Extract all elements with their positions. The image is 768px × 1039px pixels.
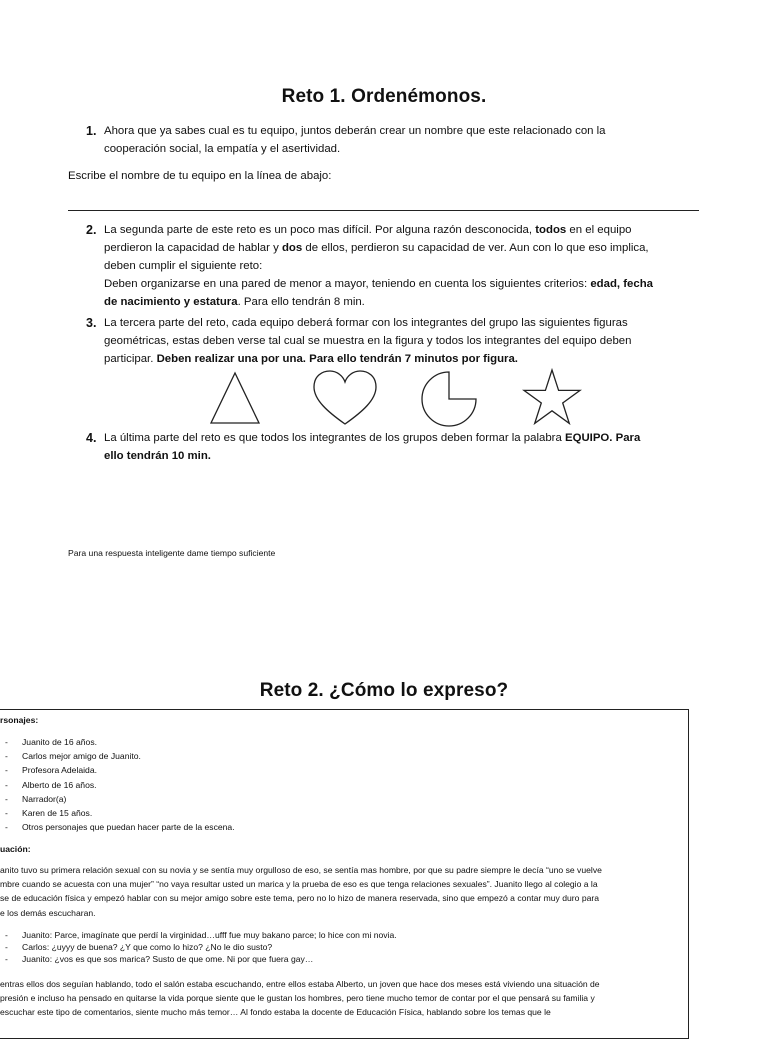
dash: -	[5, 779, 8, 790]
dash: -	[5, 822, 8, 833]
item-2	[86, 221, 706, 311]
final-line: entras ellos dos seguían hablando, todo el salón estaba escuchando, entre ellos estaba Alberto, un joven que hace dos meses está viviendo una situación de	[0, 979, 600, 989]
item-2-line-1	[104, 221, 706, 239]
character-item	[0, 820, 500, 834]
personajes-label-text: rsonajes:	[0, 715, 39, 725]
character-text: Alberto de 16 años.	[22, 779, 97, 790]
item-4-number: 4.	[86, 431, 97, 445]
situacion-label	[0, 842, 31, 856]
reto1-title: Reto 1. Ordenémonos.	[281, 86, 487, 107]
team-name-line[interactable]	[68, 210, 699, 211]
character-list	[0, 735, 500, 834]
character-item	[0, 763, 500, 777]
item-4-bold: ello tendrán 10 min.	[104, 450, 211, 462]
team-name-instruction: Escribe el nombre de tu equipo en la línea de abajo:	[68, 170, 332, 182]
item-3-text: participar.	[104, 353, 157, 365]
reto2-title: Reto 2. ¿Cómo lo expreso?	[259, 680, 509, 701]
item-2-line-2	[104, 239, 706, 257]
item-3-line-3	[104, 350, 706, 368]
situacion-line: anito tuvo su primera relación sexual con su novia y se sentía muy orgulloso de eso, se sentía mas hombre, por que su padre siempre le decía “uno se vuelve	[0, 865, 602, 875]
item-2-text: La segunda parte de este reto es un poco mas difícil. Por alguna razón desconocida,	[104, 224, 536, 236]
item-2-line-3: deben cumplir el siguiente reto:	[104, 260, 263, 272]
item-2-bold: todos	[535, 224, 567, 236]
item-2-text: de ellos, perdieron su capacidad de ver. Aun con lo que eso implica,	[302, 242, 649, 254]
item-3-bold: Deben realizar una por una. Para ello tendrán 7 minutos por figura.	[156, 353, 518, 365]
item-2-text: . Para ello tendrán 8 min.	[237, 296, 365, 308]
personajes-label	[0, 713, 38, 727]
item-2-number: 2.	[86, 223, 97, 237]
dash: -	[5, 930, 8, 940]
heart-icon	[314, 371, 376, 424]
item-2-bold: dos	[281, 242, 303, 254]
item-3-number: 3.	[86, 316, 97, 330]
item-4-line-1	[104, 429, 706, 447]
item-3-line-2: geométricas, estas deben verse tal cual se muestra en la figura y todos los integrantes del equipo deben	[104, 335, 632, 347]
dialogue-text: Carlos: ¿uyyy de buena? ¿Y que como lo hizo? ¿No le dio susto?	[22, 942, 273, 952]
dash: -	[5, 737, 8, 747]
item-1	[86, 122, 706, 158]
item-1-line-2: cooperación social, la empatía y el asertividad.	[104, 143, 341, 155]
final-line: presión e incluso ha pensado en quitarse la vida porque siente que le gustan los hombres, pero tiene mucho temor de contar por el que pensará su familia y	[0, 993, 595, 1004]
dash: -	[5, 954, 8, 964]
character-text: Juanito de 16 años.	[22, 737, 98, 747]
final-paragraph	[0, 977, 686, 1020]
dialogue-item	[0, 952, 600, 964]
item-3	[86, 314, 706, 368]
dialogue-item	[0, 928, 600, 940]
situacion-line: se de educación física y empezó hablar con su mejor amigo sobre este tema, pero no lo hizo de manera reservada, sino que empezó a contar muy duro para	[0, 893, 600, 904]
item-4	[86, 429, 706, 465]
triangle-icon	[211, 373, 259, 423]
dialogue-text: Juanito: ¿vos es que sos marica? Susto de que ome. Ni por que fuera gay…	[22, 954, 314, 964]
item-2-bold: de nacimiento y estatura	[104, 296, 238, 308]
item-1-number: 1.	[86, 124, 97, 138]
item-3-line-1: La tercera parte del reto, cada equipo deberá formar con los integrantes del grupo las siguientes figuras	[104, 317, 628, 329]
star-icon	[524, 370, 580, 423]
situacion-paragraph	[0, 863, 686, 920]
dash: -	[5, 942, 8, 952]
character-text: Narrador(a)	[22, 793, 67, 804]
dash: -	[5, 765, 8, 776]
pacman-icon	[422, 372, 476, 426]
dialogue-list	[0, 928, 600, 964]
figures-row	[200, 368, 600, 428]
dash: -	[5, 793, 8, 804]
character-item	[0, 792, 500, 806]
item-1-line-1: Ahora que ya sabes cual es tu equipo, juntos deberán crear un nombre que este relacionado con la	[104, 125, 606, 137]
item-2-bold: edad, fecha	[590, 278, 653, 290]
character-text: Karen de 15 años.	[22, 807, 93, 818]
item-2-line-5	[104, 293, 706, 311]
item-2-text: Deben organizarse en una pared de menor a mayor, teniendo en cuenta los siguientes criterios:	[104, 278, 591, 290]
dash: -	[5, 807, 8, 818]
situacion-line: mbre cuando se acuesta con una mujer” “no vaya resultar usted un marica y la prueba de eso es que tenga relaciones sexuales”. Juanito llego al colegio a la	[0, 879, 598, 890]
final-line: escuchar este tipo de comentarios, siente mucho más temor… Al fondo estaba la docente de Educación Física, hablando sobre los temas que le	[0, 1007, 551, 1018]
situacion-line: e los demás escucharan.	[0, 907, 96, 918]
dialogue-item	[0, 940, 600, 952]
character-text: Carlos mejor amigo de Juanito.	[22, 751, 141, 762]
quote: Para una respuesta inteligente dame tiempo suficiente	[68, 548, 276, 558]
item-4-line-2	[104, 447, 706, 465]
character-item	[0, 735, 500, 749]
item-2-text: en el equipo	[566, 224, 632, 236]
item-2-line-4	[104, 275, 706, 293]
item-4-bold: EQUIPO. Para	[564, 432, 641, 444]
dash: -	[5, 751, 8, 762]
character-item	[0, 806, 500, 820]
item-2-text: perdieron la capacidad de hablar y	[104, 242, 282, 254]
situacion-label-text: uación:	[0, 844, 31, 854]
item-4-text: La última parte del reto es que todos los integrantes de los grupos deben formar la palabra	[104, 432, 565, 444]
character-text: Otros personajes que puedan hacer parte de la escena.	[22, 822, 235, 833]
character-item	[0, 749, 500, 763]
dialogue-text: Juanito: Parce, imagínate que perdí la virginidad…ufff fue muy bakano parce; lo hice con mi novia.	[22, 930, 397, 940]
character-item	[0, 778, 500, 792]
character-text: Profesora Adelaida.	[22, 765, 98, 776]
